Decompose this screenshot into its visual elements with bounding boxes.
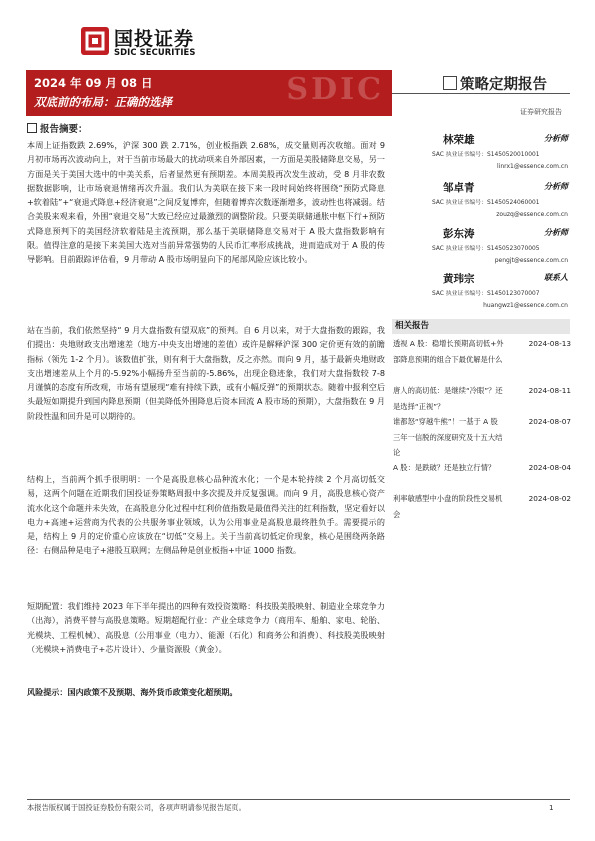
author-email[interactable]: zouzq@essence.com.cn bbox=[496, 211, 568, 218]
author-name: 邹卓青 bbox=[443, 182, 475, 194]
body-paragraph-4: 短期配置：我们维持 2023 年下半年提出的四种有效投资策略：科技股美股映射、制造业全球竞争力（出海），消费平替与高股息策略。短期超配行业：产业全球竞争力（商用车、船舶、家电、轮胎、光模块、工程机械）、高股息（公用事业（电力）、能源（石化）和商务公和消费）、科技股美股映射（光模块+消费电子+芯片设计）、少量资源股（黄金）。 bbox=[27, 601, 385, 654]
author-email[interactable]: pengjt@essence.com.cn bbox=[494, 257, 568, 264]
author-role: 分析师 bbox=[544, 228, 568, 237]
related-report-date: 2024-08-13 bbox=[528, 339, 571, 348]
banner-watermark: SDIC bbox=[286, 72, 384, 107]
report-date: 2024 年 09 月 08 日 bbox=[34, 76, 153, 90]
related-report-date: 2024-08-11 bbox=[528, 386, 571, 395]
related-report-item[interactable] bbox=[393, 491, 571, 522]
summary-heading-label: 报告摘要： bbox=[40, 124, 88, 135]
related-report-date: 2024-08-04 bbox=[528, 463, 571, 472]
author-role: 分析师 bbox=[544, 182, 568, 191]
related-report-item[interactable] bbox=[393, 414, 571, 461]
report-title: 双底前的布局：正确的选择 bbox=[34, 95, 172, 109]
related-report-item[interactable] bbox=[393, 336, 571, 367]
author-name: 彭东涛 bbox=[443, 228, 475, 240]
author-email[interactable]: huangwz1@essence.com.cn bbox=[483, 302, 568, 309]
related-report-title[interactable]: 谁都怒“穿越牛熊”！一基于 A 股三年一信脱的深度研究及十五大结论 bbox=[393, 417, 503, 457]
related-report-title[interactable]: 唐人的高切低：是继续“冷眼”？还是选择“正视”？ bbox=[393, 386, 503, 411]
section-box-icon bbox=[27, 123, 37, 133]
author-name: 黄玮宗 bbox=[443, 273, 475, 285]
related-report-title[interactable]: 利率敏感型中小盘的阶段性交易机会 bbox=[393, 494, 503, 519]
report-type bbox=[443, 73, 547, 94]
body-paragraph-1: 本周上证指数跌 2.69%，沪深 300 跌 2.71%，创业板指跌 2.68%，成交量则再次收缩。面对 9 月初市场再次波动向上，对于当前市场最大的扰动项来自外部因素，一方面是美股储降息交易，另一方面是关于美国大选中的中美关系，后者显然更有预期差。本周美股再次发生波动，受 8 月非农数据数据影响，让市场衰退情绪再次升温。我们认为美联在接下来一段时间始终将围绕“预防式降息+软着陆”+“衰退式降息+经济衰退”之间反复博弈，但随着博弈次数逐渐增多，波动性也将减弱。结合美股来观来看，外围“衰退交易”大致已经应过最激烈的调整阶段。只要美联储通胀中枢下行+预防式降息预判下的美国经济软着陆是主流预期，那么基于美联储降息交易对于 A 股大盘指数影响有限。值得注意的是接下来美国大选对当前异常强势的人民币汇率形成挑战，进而造成对于 A 股的传导影响。目前跟踪评估看，9 月带动 A 股市场明显向下的尾部风险应该比较小。 bbox=[27, 140, 385, 265]
report-banner bbox=[26, 70, 392, 116]
related-reports-heading: 相关报告 bbox=[392, 319, 570, 334]
logo-chinese-name: 国投证券 bbox=[114, 28, 195, 50]
author-role: 分析师 bbox=[544, 134, 568, 143]
department-label: 证券研究报告 bbox=[520, 108, 562, 116]
chart-box-icon bbox=[443, 76, 457, 90]
related-report-item[interactable] bbox=[393, 383, 571, 414]
author-email[interactable]: linrx1@essence.com.cn bbox=[497, 163, 568, 170]
author-name: 林荣雄 bbox=[443, 134, 475, 146]
page-number: 1 bbox=[549, 803, 554, 812]
footer-disclaimer: 本报告版权属于国投证券股份有限公司，各项声明请参见报告尾页。 bbox=[27, 803, 246, 812]
sdic-logo-icon bbox=[80, 26, 110, 56]
author-cert: SAC 执业证书编号：S1450123070007 bbox=[432, 291, 540, 297]
author-role: 联系人 bbox=[544, 273, 568, 282]
body-paragraph-3: 结构上，当前两个抓手很明明：一个是高股息核心品种流水化；一个是本轮持续 2 个月高切低交易，这两个问题在近期我们国投证券策略周报中多次提及并反复强调。而向 9 月，高股息核心资产流水化这个命题并未失效，在高股息分化过程中红利价值指数是最值得关注的红利指数，坚定看好以电力+高速+运营商为代表的公共服务事业领域，认为公用事业是高股息最终胜负手。需要提示的是，结构上 9 月的定价重心应该放在“切低”交易上。关于当前高切低定价现象，核心是围绕两条路径：右侧品种是电子+港股互联网；左侧品种是创业板指+中证 1000 指数。 bbox=[27, 474, 385, 556]
author-cert: SAC 执业证书编号：S1450524060001 bbox=[432, 200, 540, 206]
report-type-label: 策略定期报告 bbox=[460, 77, 547, 93]
body-paragraph-2: 站在当前，我们依然坚持“ 9 月大盘指数有望双底”的预判。自 6 月以来，对于大盘指数的跟踪，我们提出：央地财政支出增速差（地方-中央支出增速的差值）或许是解释沪深 300 定价更有效的前瞻指标（领先 1-2 个月）。该数值扩张，则有利于大盘指数，反之亦然。而向 9 月，基于最新央地财政支出增速差从上个月的-5.92%小幅扬升至当前的-5.86%，出现企稳迹象，我们对大盘指数较 7-8 月谨慎的态度有所改观，市场有望展现“难有持续下跌，或有小幅反弹”的预期状态。随着中报利空后头最短如期提升到国内降息预期（但美降低外围降息后资本回流 A 股市场的预期），大盘指数在 9 月阶段性温和回升是可以期待的。 bbox=[27, 325, 385, 421]
author-cert: SAC 执业证书编号：S1450520010001 bbox=[432, 152, 540, 158]
related-report-date: 2024-08-07 bbox=[528, 417, 571, 426]
header-divider bbox=[392, 93, 570, 94]
related-report-title[interactable]: 透视 A 股：稳增长预期高切低+外部降息预期的组合下最优解是什么 bbox=[393, 339, 504, 364]
footer-divider bbox=[27, 799, 570, 800]
author-cert: SAC 执业证书编号：S1450523070005 bbox=[432, 246, 540, 252]
logo-english-name: SDIC SECURITIES bbox=[114, 47, 196, 57]
related-report-date: 2024-08-02 bbox=[528, 494, 571, 503]
related-report-title[interactable]: A 股：是跌破？还是独立行情？ bbox=[393, 463, 496, 472]
summary-heading bbox=[27, 121, 88, 135]
risk-warning: 风险提示：国内政策不及预期、海外货币政策变化超预期。 bbox=[27, 687, 238, 697]
related-report-item[interactable] bbox=[393, 460, 571, 476]
